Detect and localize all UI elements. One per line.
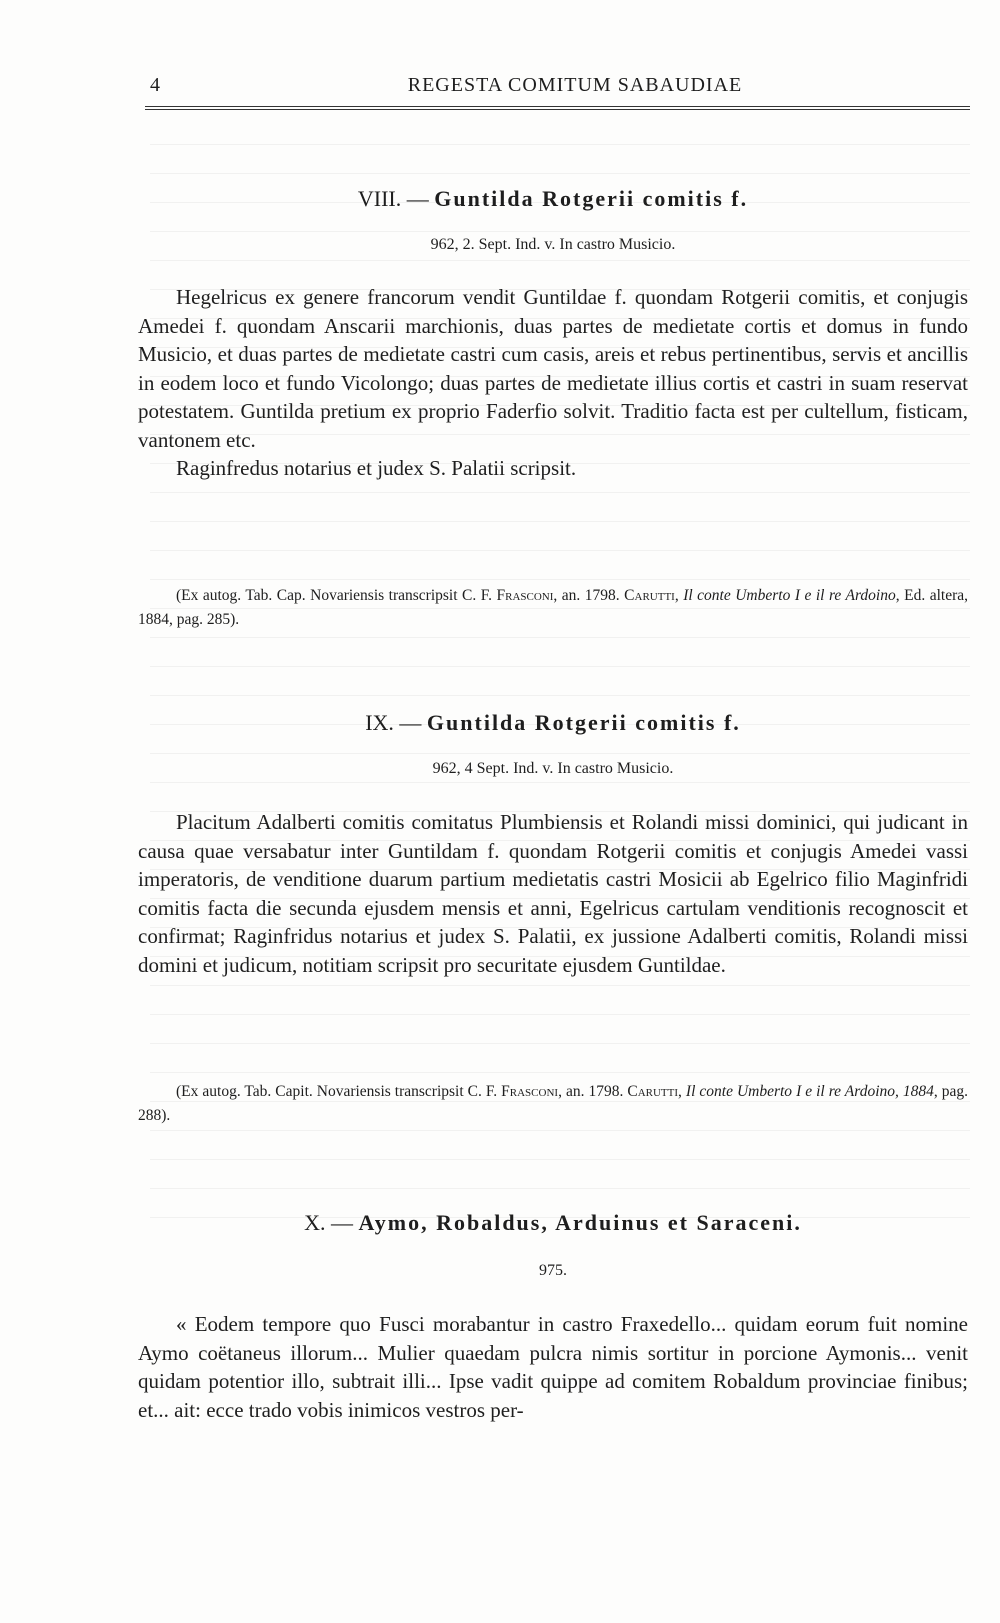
entry-paragraph: Hegelricus ex genere francorum vendit Guntildae f. quondam Rotgerii comitis, et conjugis Amedei f. quondam Anscarii marchionis, duas partes de medietate cortis et domus in fundo Musicio, et duas partes de medietate castri cum casis, areis et rebus pertinentibus, servis et ancillis in eodem loco et fundo Vicolongo; duas partes de medietate illius cortis et castri in suam reservat potestatem. Guntilda pretium ex proprio Faderfio solvit. Traditio facta est per cultellum, fisticam, vantonem etc.	[138, 285, 968, 452]
source-author: Carutti	[627, 1083, 679, 1100]
entry-body	[138, 808, 968, 979]
source-work: Il conte Umberto I e il re Ardoino, 1884	[685, 1083, 934, 1100]
page-header	[140, 74, 970, 104]
entry-date: 962, 2. Sept. Ind. v. In castro Musicio.	[430, 236, 676, 253]
entry-number: VIII.	[357, 186, 402, 211]
entry-number: X.	[304, 1210, 326, 1235]
source-work: Il conte Umberto I e il re Ardoino	[683, 587, 896, 604]
entry-date: 975.	[539, 1262, 567, 1279]
source-text: (Ex autog. Tab. Cap. Novariensis transcripsit C. F.	[176, 587, 497, 604]
source-text: , an. 1798.	[558, 1083, 624, 1100]
source-author: Frasconi	[496, 587, 554, 604]
page-number: 4	[150, 74, 160, 96]
entry-body	[138, 283, 968, 483]
source-citation: (Ex autog. Tab. Capit. Novariensis transcripsit C. F. Frasconi, an. 1798. Carutti, Il conte Umberto I e il re Ardoino, 1884, pag. 288).	[138, 1083, 969, 1124]
entry-title: Aymo, Robaldus, Arduinus et Saraceni.	[358, 1210, 802, 1235]
source-citation: (Ex autog. Tab. Cap. Novariensis transcripsit C. F. Frasconi, an. 1798. Carutti, Il conte Umberto I e il re Ardoino, Ed. altera, 1884, pag. 285).	[138, 587, 968, 628]
source-text: (Ex autog. Tab. Capit. Novariensis transcripsit C. F.	[176, 1083, 502, 1100]
entry-dash: —	[406, 186, 429, 211]
entry-dash: —	[399, 710, 422, 735]
source-text: , Ed. altera, 1884, pag. 285).	[138, 587, 968, 628]
header-rule	[145, 106, 970, 110]
entry-title: Guntilda Rotgerii comitis f.	[434, 186, 749, 211]
source-author: Carutti	[624, 587, 675, 604]
source-text: , an. 1798.	[553, 587, 620, 604]
entry-paragraph: Placitum Adalberti comitis comitatus Plumbiensis et Rolandi missi dominici, qui judicant in causa quae versabatur inter Guntildam f. quondam Rotgerii comitis et conjugis Amedei vassi imperatoris, de venditione duarum partium medietatis castri Mosicii ab Egelrico filio Maginfridi comitis facta die secunda ejusdem mensis et anni, Egelricus cartulam venditionis recognoscit et confirmat; Raginfridus notarius et judex S. Palatii, ex jussione Adalberti comitis, Rolandi missi domini et judicum, notitiam scripsit pro securitate ejusdem Guntildae.	[138, 810, 968, 977]
source-note	[138, 1080, 968, 1128]
entry-paragraph: Raginfredus notarius et judex S. Palatii scripsit.	[176, 456, 577, 480]
running-title: REGESTA COMITUM SABAUDIAE	[407, 74, 743, 96]
entry-dash: —	[331, 1210, 353, 1235]
entry-title: Guntilda Rotgerii comitis f.	[426, 710, 741, 735]
entry-body	[138, 1310, 968, 1424]
source-text: , pag. 288).	[138, 1083, 969, 1124]
source-author: Frasconi	[501, 1083, 559, 1100]
entry-date: 962, 4 Sept. Ind. v. In castro Musicio.	[432, 760, 674, 777]
source-note	[138, 584, 968, 632]
entry-heading	[138, 186, 968, 212]
entry-number: IX.	[365, 710, 394, 735]
entry-paragraph: « Eodem tempore quo Fusci morabantur in castro Fraxedello... quidam eorum fuit nomine Aymo coëtaneus illorum... Mulier quaedam pulcra nimis sortitur in porcione Aymonis... venit quidam potentior illo, subtrait illi... Ipse vadit quippe ad comitem Robaldum provinciae finibus; et... ait: ecce trado vobis inimicos vestros per-	[138, 1312, 968, 1422]
entry-heading	[138, 710, 968, 736]
entry-heading	[138, 1210, 968, 1236]
